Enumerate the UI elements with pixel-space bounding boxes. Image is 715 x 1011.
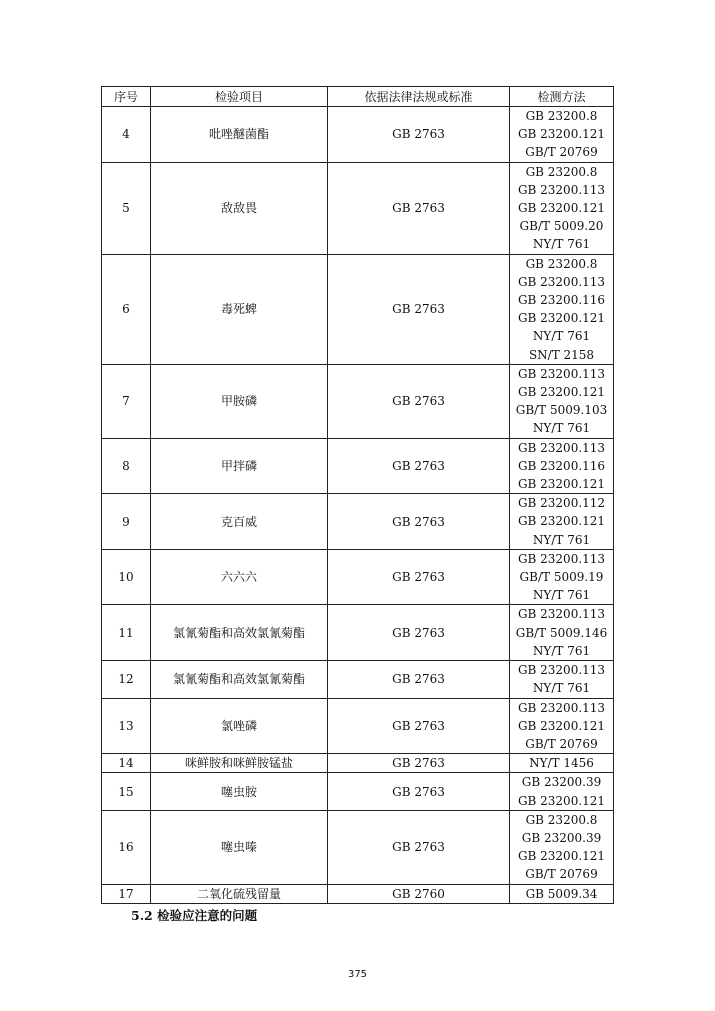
basis-cell: GB 2763 — [328, 438, 510, 494]
item-cell: 氯氰菊酯和高效氯氰菊酯 — [151, 605, 328, 661]
method-standard: SN/T 2158 — [528, 347, 595, 362]
method-cell — [510, 810, 614, 884]
row-number-cell: 14 — [102, 754, 151, 773]
method-standard: GB 23200.39 — [521, 775, 602, 790]
method-cell — [510, 162, 614, 254]
method-standard: GB 23200.113 — [517, 700, 606, 715]
item-cell: 吡唑醚菌酯 — [151, 107, 328, 163]
table-row — [102, 605, 614, 661]
method-cell — [510, 549, 614, 605]
method-standard: NY/T 761 — [532, 532, 591, 547]
row-number-cell: 12 — [102, 661, 151, 698]
method-standard: GB 23200.121 — [517, 385, 606, 400]
method-standard: GB 23200.116 — [517, 458, 606, 473]
table-row — [102, 773, 614, 810]
item-cell: 甲拌磷 — [151, 438, 328, 494]
row-number-cell: 13 — [102, 698, 151, 754]
row-number-cell: 15 — [102, 773, 151, 810]
row-number-cell: 17 — [102, 884, 151, 903]
method-standard: NY/T 761 — [532, 681, 591, 696]
method-standard: GB 23200.113 — [517, 607, 606, 622]
method-standard: GB 23200.8 — [525, 164, 598, 179]
row-number-cell: 4 — [102, 107, 151, 163]
method-standard: GB/T 5009.20 — [519, 219, 604, 234]
method-cell — [510, 438, 614, 494]
method-standard: GB/T 20769 — [525, 145, 598, 160]
table-row — [102, 162, 614, 254]
method-cell — [510, 884, 614, 903]
basis-cell: GB 2763 — [328, 254, 510, 364]
item-cell: 氯唑磷 — [151, 698, 328, 754]
table-row — [102, 754, 614, 773]
table-row — [102, 494, 614, 550]
method-standard: GB 23200.113 — [517, 182, 606, 197]
table-row — [102, 661, 614, 698]
basis-cell: GB 2763 — [328, 107, 510, 163]
item-cell: 克百威 — [151, 494, 328, 550]
method-standard: GB 23200.121 — [517, 849, 606, 864]
section-heading: 5.2 检验应注意的问题 — [131, 908, 258, 923]
method-standard: GB 23200.113 — [517, 366, 606, 381]
table-row — [102, 438, 614, 494]
item-cell: 二氧化硫残留量 — [151, 884, 328, 903]
basis-cell: GB 2763 — [328, 605, 510, 661]
method-cell — [510, 254, 614, 364]
basis-cell: GB 2760 — [328, 884, 510, 903]
row-number-cell: 7 — [102, 364, 151, 438]
basis-cell: GB 2763 — [328, 698, 510, 754]
item-cell: 六六六 — [151, 549, 328, 605]
row-number-cell: 16 — [102, 810, 151, 884]
table-row — [102, 107, 614, 163]
method-cell — [510, 773, 614, 810]
table-header-row — [102, 87, 614, 107]
basis-cell: GB 2763 — [328, 364, 510, 438]
item-cell: 毒死蜱 — [151, 254, 328, 364]
item-cell: 敌敌畏 — [151, 162, 328, 254]
method-standard: GB 23200.121 — [517, 201, 606, 216]
method-cell — [510, 661, 614, 698]
method-standard: GB 23200.112 — [517, 496, 606, 511]
row-number-cell: 5 — [102, 162, 151, 254]
header-basis: 依据法律法规或标准 — [328, 87, 510, 107]
method-standard: GB/T 5009.19 — [519, 570, 604, 585]
basis-cell: GB 2763 — [328, 549, 510, 605]
method-standard: GB 23200.121 — [517, 477, 606, 492]
item-cell: 氯氰菊酯和高效氯氰菊酯 — [151, 661, 328, 698]
method-standard: GB 23200.8 — [525, 109, 598, 123]
method-standard: NY/T 1456 — [529, 756, 594, 771]
table-row — [102, 698, 614, 754]
table-row — [102, 549, 614, 605]
method-standard: GB/T 5009.146 — [515, 625, 608, 640]
method-cell — [510, 494, 614, 550]
row-number-cell: 10 — [102, 549, 151, 605]
table-row — [102, 884, 614, 903]
method-standard: GB 23200.121 — [517, 718, 606, 733]
basis-cell: GB 2763 — [328, 810, 510, 884]
basis-cell: GB 2763 — [328, 773, 510, 810]
page-number: 375 — [347, 969, 368, 980]
method-cell — [510, 107, 614, 163]
row-number-cell: 8 — [102, 438, 151, 494]
method-standard: GB 23200.121 — [517, 514, 606, 529]
method-standard: NY/T 761 — [532, 643, 591, 658]
table-row — [102, 364, 614, 438]
method-standard: GB 23200.121 — [517, 311, 606, 326]
method-standard: GB 23200.8 — [525, 812, 598, 827]
item-cell: 噻虫胺 — [151, 773, 328, 810]
table-row — [102, 810, 614, 884]
row-number-cell: 9 — [102, 494, 151, 550]
method-cell — [510, 364, 614, 438]
method-cell — [510, 698, 614, 754]
method-standard: GB 23200.113 — [517, 274, 606, 289]
method-standard: GB 23200.121 — [517, 127, 606, 142]
method-standard: NY/T 761 — [532, 329, 591, 344]
method-cell — [510, 605, 614, 661]
method-standard: NY/T 761 — [532, 421, 591, 436]
header-method: 检测方法 — [510, 87, 614, 107]
inspection-table — [101, 86, 614, 904]
method-standard: GB/T 20769 — [525, 736, 598, 751]
method-standard: GB 23200.113 — [517, 663, 606, 678]
row-number-cell: 6 — [102, 254, 151, 364]
basis-cell: GB 2763 — [328, 661, 510, 698]
method-standard: GB 23200.39 — [521, 830, 602, 845]
method-cell — [510, 754, 614, 773]
method-standard: GB 5009.34 — [525, 886, 598, 901]
table-row — [102, 254, 614, 364]
method-standard: GB 23200.121 — [517, 793, 606, 808]
method-standard: GB 23200.113 — [517, 440, 606, 455]
header-item: 检验项目 — [151, 87, 328, 107]
method-standard: NY/T 761 — [532, 588, 591, 603]
method-standard: GB 23200.113 — [517, 551, 606, 566]
header-no: 序号 — [102, 87, 151, 107]
basis-cell: GB 2763 — [328, 162, 510, 254]
item-cell: 咪鲜胺和咪鲜胺锰盐 — [151, 754, 328, 773]
table-body — [102, 107, 614, 904]
method-standard: GB/T 20769 — [525, 867, 598, 882]
method-standard: GB 23200.8 — [525, 256, 598, 271]
method-standard: GB 23200.116 — [517, 293, 606, 308]
basis-cell: GB 2763 — [328, 494, 510, 550]
item-cell: 噻虫嗪 — [151, 810, 328, 884]
item-cell: 甲胺磷 — [151, 364, 328, 438]
basis-cell: GB 2763 — [328, 754, 510, 773]
method-standard: NY/T 761 — [532, 237, 591, 252]
method-standard: GB/T 5009.103 — [515, 403, 608, 418]
row-number-cell: 11 — [102, 605, 151, 661]
